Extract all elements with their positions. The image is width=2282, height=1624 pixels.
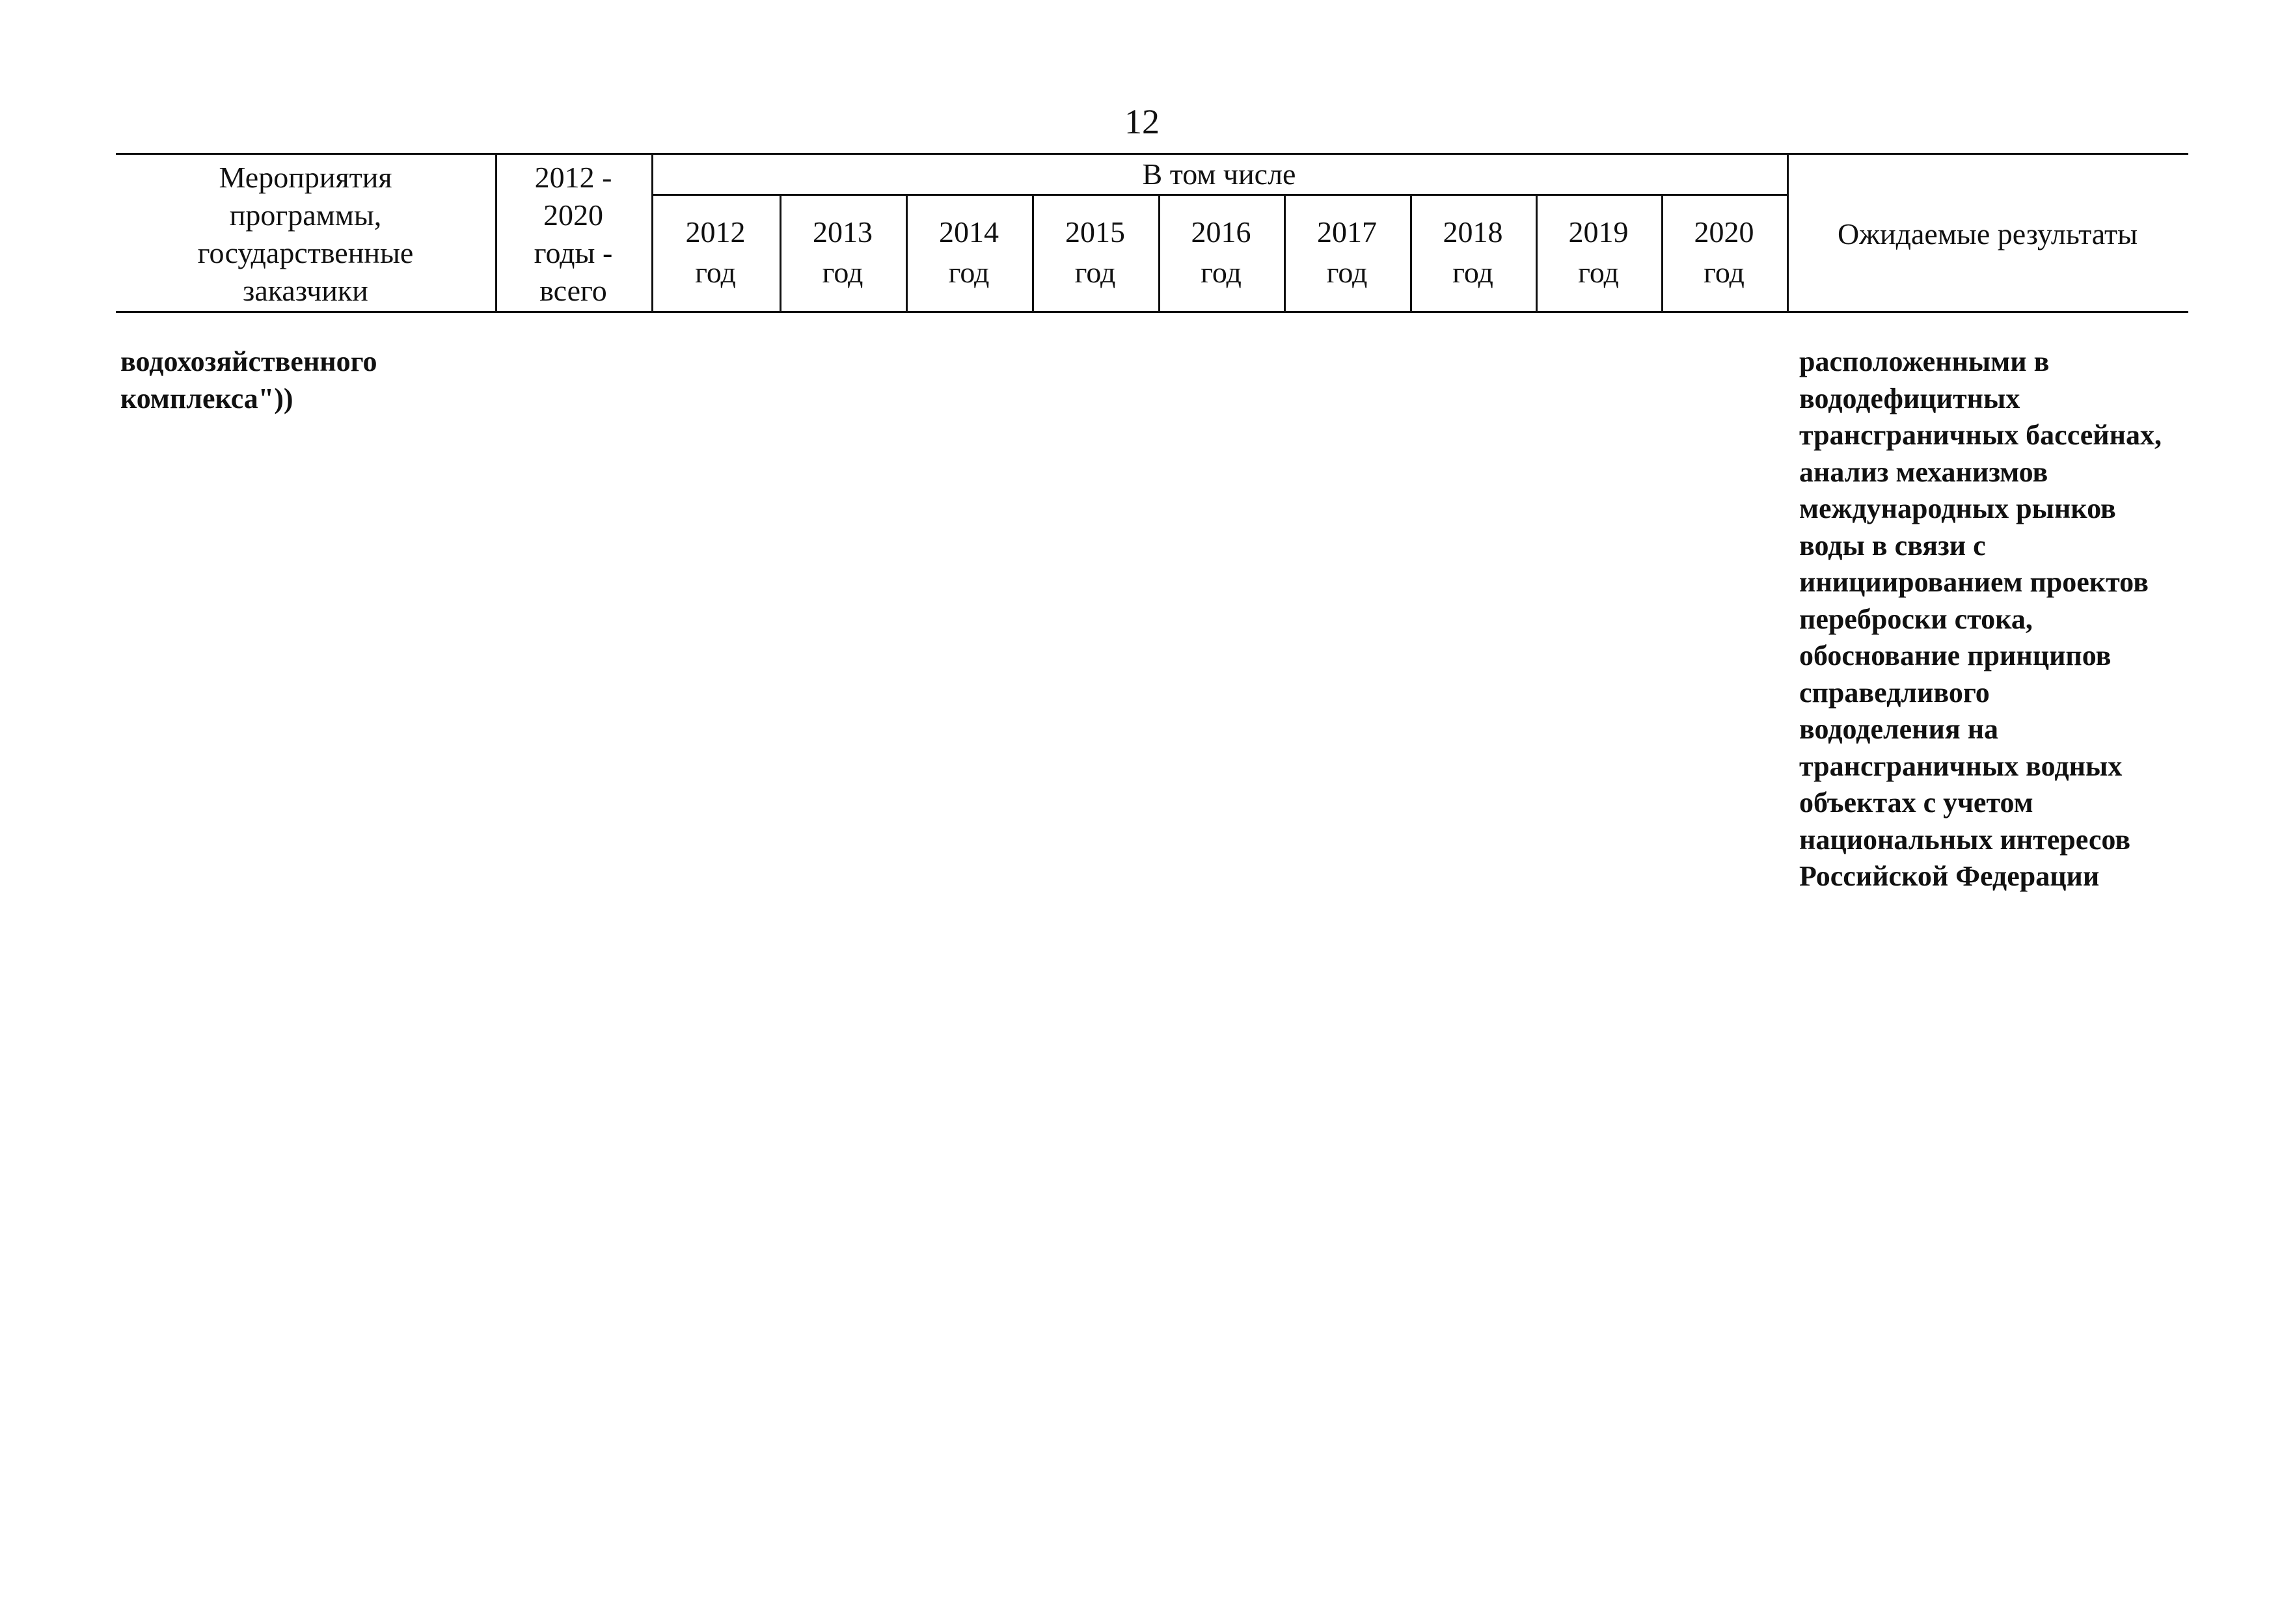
header-year: 2017 год [1317,215,1377,289]
header-results: Ожидаемые результаты [1837,217,2138,250]
header-year: 2018 год [1443,215,1503,289]
header-year: 2019 год [1568,215,1629,289]
header-year: 2016 год [1191,215,1251,289]
header-total: 2012 - 2020 годы - всего [534,160,613,307]
measure-text: водохозяйственного комплекса")) [120,345,377,414]
header-year: 2015 год [1065,215,1125,289]
header-year: 2014 год [939,215,999,289]
header-group-label: В том числе [1142,157,1296,191]
header-measures: Мероприятия программы, государственные заказчики [197,160,414,307]
table-header [116,153,2188,313]
header-year: 2013 год [813,215,873,289]
results-text: расположенными в вододефицитных трансграничных бассейнах, анализ механизмов международных рынков воды в связи с инициированием проектов переброски стока, обоснование принципов справедливого вододеления на трансграничных водных объектах с учетом национальных интересов Российской Федерации [1799,345,2162,892]
header-year: 2012 год [685,215,746,289]
header-year: 2020 год [1694,215,1754,289]
page-number: 12 [1124,102,1160,141]
